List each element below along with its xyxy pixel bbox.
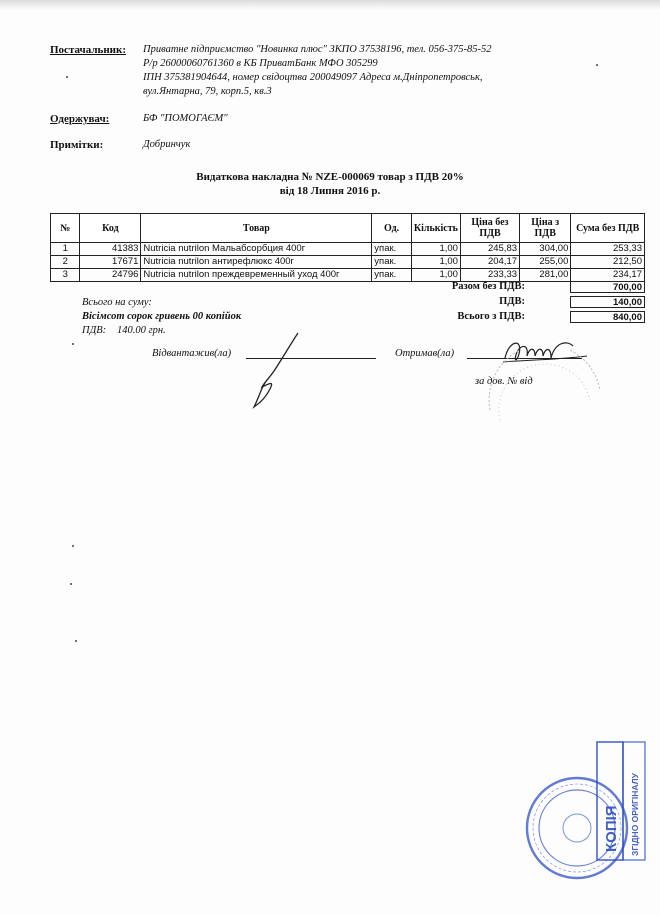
row-code: 41383	[80, 243, 141, 256]
row-price-net: 245,83	[460, 243, 519, 256]
faint-stamp-trace	[470, 350, 610, 450]
row-price-net: 233,33	[460, 269, 519, 282]
recipient-value: БФ "ПОМОГАЄМ"	[143, 113, 228, 124]
scan-speck	[72, 545, 74, 547]
row-price-net: 204,17	[460, 256, 519, 269]
row-price-gross: 255,00	[520, 256, 571, 269]
row-code: 24796	[80, 269, 141, 282]
total-net-label: Разом без ПДВ:	[451, 281, 525, 292]
supplier-line-2: Р/р 26000060761360 в КБ ПриватБанк МФО 305299	[143, 58, 378, 69]
row-price-gross: 281,00	[520, 269, 571, 282]
row-number: 3	[51, 269, 80, 282]
header-quantity: Кількість	[411, 214, 460, 243]
table-header-row	[51, 214, 645, 243]
row-product: Nutricia nutrilon преждевременный уход 400г	[141, 269, 372, 282]
scan-speck	[66, 76, 68, 78]
header-product: Товар	[141, 214, 372, 243]
released-signature	[240, 325, 320, 415]
total-gross-label: Всього з ПДВ:	[457, 311, 525, 322]
row-price-gross: 304,00	[520, 243, 571, 256]
row-quantity: 1,00	[411, 269, 460, 282]
document-title: Видаткова накладна № NZE-000069 товар з ПДВ 20%	[196, 171, 464, 183]
supplier-line-1: Приватне підприємство "Новинка плюс" ЗКПО 37538196, тел. 056-375-85-52	[143, 44, 492, 55]
row-unit: упак.	[372, 256, 412, 269]
row-quantity: 1,00	[411, 256, 460, 269]
row-number: 2	[51, 256, 80, 269]
stamp-faithful-text: ЗГІДНО ОРИГІНАЛУ	[630, 773, 640, 856]
table-row	[51, 243, 645, 256]
row-unit: упак.	[372, 243, 412, 256]
proxy-line: за дов. № від	[475, 376, 533, 387]
received-by-label: Отримав(ла)	[395, 348, 455, 359]
document-date: від 18 Липня 2016 р.	[279, 185, 381, 197]
row-product: Nutricia nutrilon Мальабсорбция 400г	[141, 243, 372, 256]
supplier-line-4: вул.Янтарна, 79, корп.5, кв.3	[143, 86, 272, 97]
vat-line-value: 140.00 грн.	[117, 325, 166, 336]
released-by-label: Відвантажив(ла)	[152, 348, 232, 359]
row-sum-net: 212,50	[571, 256, 645, 269]
scan-speck	[596, 64, 598, 66]
total-gross-value: 840,00	[570, 311, 645, 323]
header-price-gross: Ціна з ПДВ	[520, 214, 571, 243]
stamp-copy-text: КОПІЯ	[603, 805, 620, 852]
header-code: Код	[80, 214, 141, 243]
row-sum-net: 253,33	[571, 243, 645, 256]
items-table	[50, 213, 645, 282]
total-net-value: 700,00	[570, 281, 645, 293]
row-number: 1	[51, 243, 80, 256]
table-row	[51, 256, 645, 269]
scan-speck	[75, 640, 77, 642]
copy-stamp	[515, 740, 655, 890]
header-sum-net: Сума без ПДВ	[571, 214, 645, 243]
total-vat-label: ПДВ:	[499, 296, 525, 307]
supplier-label: Постачальник:	[50, 44, 127, 56]
table-row	[51, 269, 645, 282]
sum-words-text: Вісімсот сорок гривень 00 копійок	[82, 311, 242, 322]
header-price-net: Ціна без ПДВ	[460, 214, 519, 243]
notes-value: Добринчук	[143, 139, 191, 150]
row-quantity: 1,00	[411, 243, 460, 256]
sum-words-label: Всього на суму:	[82, 297, 152, 308]
scan-speck	[70, 583, 72, 585]
total-vat-value: 140,00	[570, 296, 645, 308]
row-code: 17671	[80, 256, 141, 269]
row-product: Nutricia nutrilon антирефлюкс 400г	[141, 256, 372, 269]
row-unit: упак.	[372, 269, 412, 282]
scan-edge	[0, 0, 660, 10]
vat-line-label: ПДВ:	[82, 325, 107, 336]
header-number: №	[51, 214, 80, 243]
recipient-label: Одержувач:	[50, 113, 110, 125]
supplier-line-3: ІПН 375381904644, номер свідоцтва 200049097 Адреса м.Дніпропетровськ,	[143, 72, 483, 83]
notes-label: Примітки:	[50, 139, 104, 151]
header-unit: Од.	[372, 214, 412, 243]
row-sum-net: 234,17	[571, 269, 645, 282]
scan-speck	[72, 343, 74, 345]
